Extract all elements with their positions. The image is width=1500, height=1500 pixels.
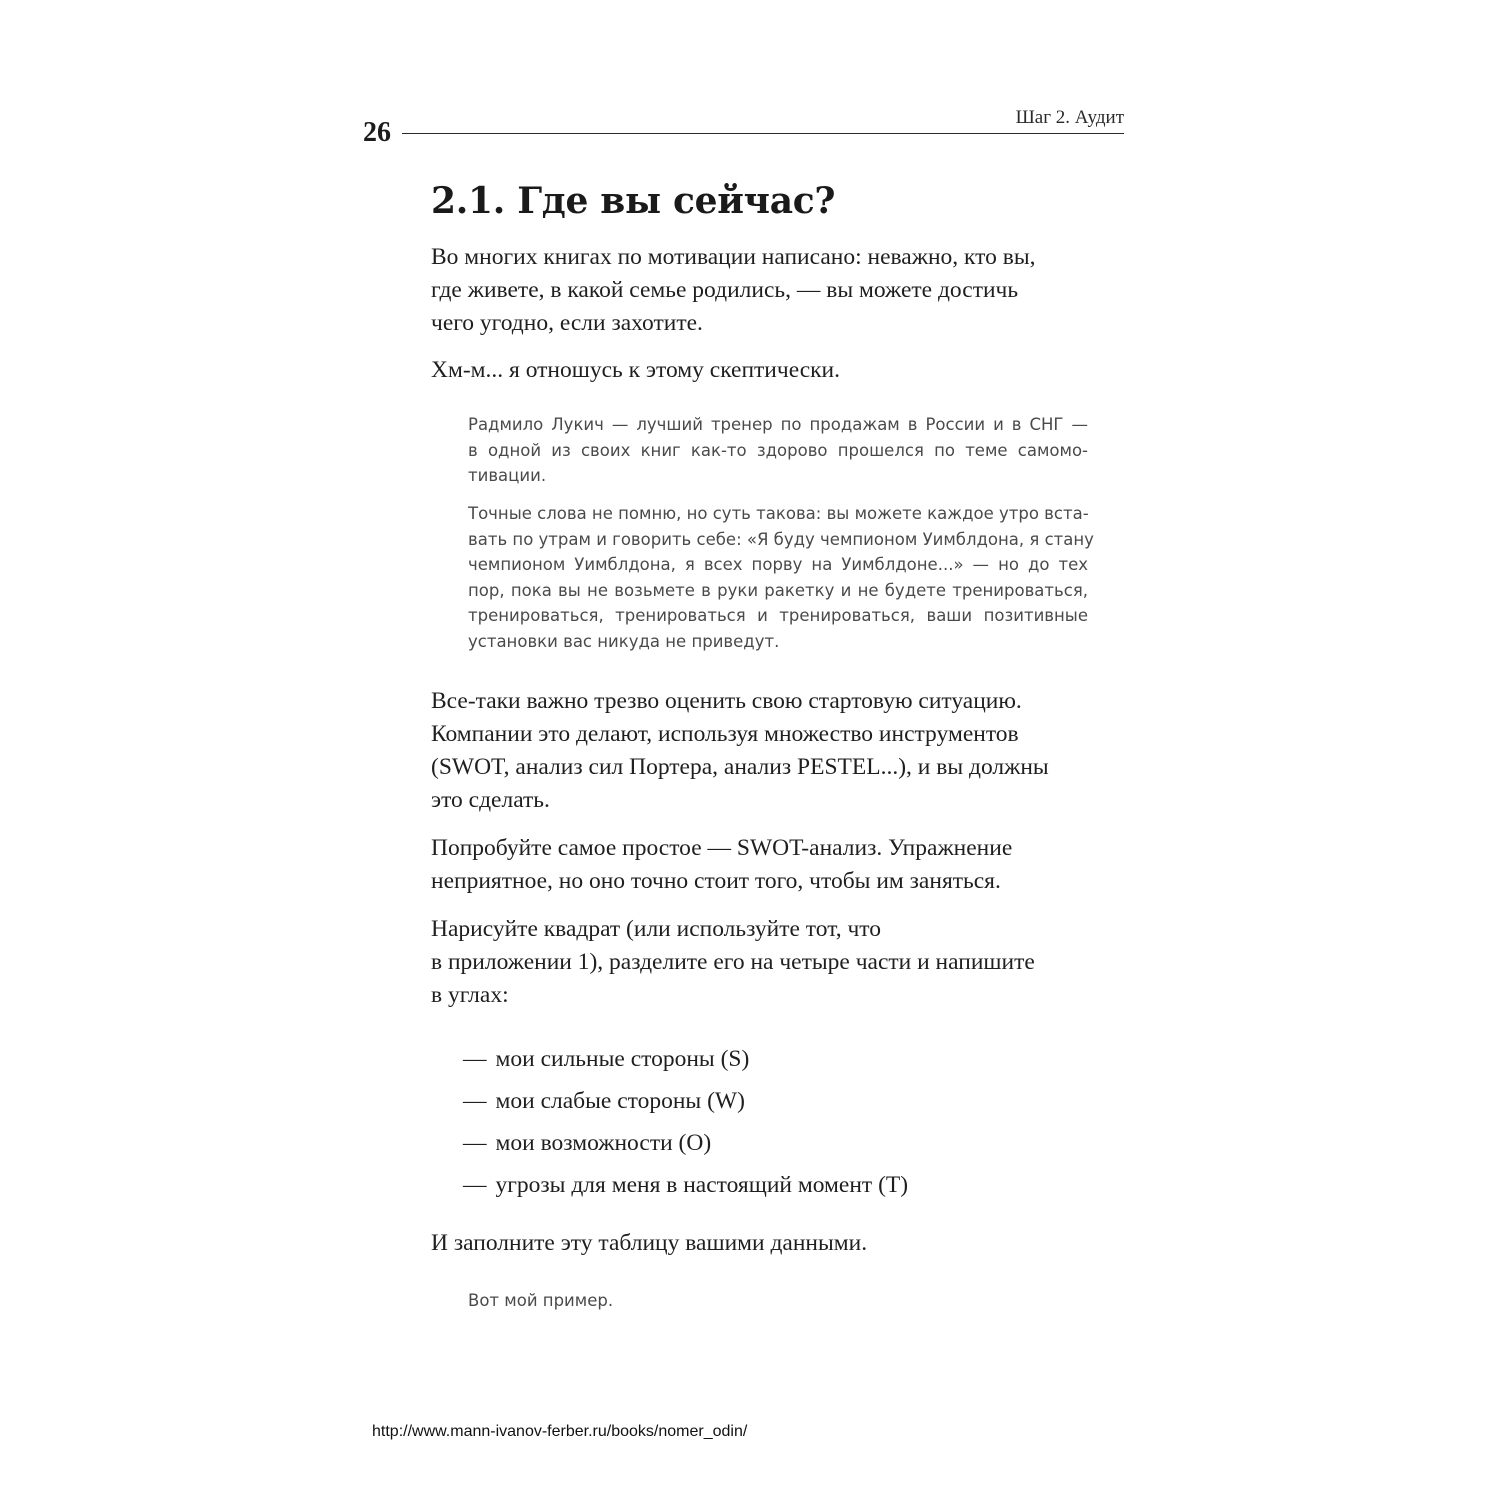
paragraph-skeptic [431,354,1131,387]
quote-paragraph-2 [468,501,1094,654]
list-item-text: угрозы для меня в настоящий момент (T) [495,1172,909,1198]
paragraph-square [431,913,1131,1012]
text-line: Попробуйте самое простое — SWOT-анализ. Упражнение [431,835,1013,861]
paragraph-fill-table [431,1227,1131,1260]
quote-line: Радмило Лукич — лучший тренер по продажам в России и в СНГ — [468,415,1088,434]
dash-bullet: — [463,1172,487,1198]
list-item-text: мои сильные стороны (S) [495,1046,750,1072]
quote-paragraph-1 [468,412,1088,489]
list-item [463,1038,908,1080]
running-head: Шаг 2. Аудит [1015,107,1124,128]
quote-line: тивации. [468,466,547,485]
text-line: это сделать. [431,787,550,813]
text-line: где живете, в какой семье родились, — вы можете достичь [431,277,1019,303]
page-number: 26 [363,117,391,148]
text-line: Во многих книгах по мотивации написано: неважно, кто вы, [431,244,1036,270]
quote-line: тренироваться, тренироваться и тренироваться, ваши позитивные [468,606,1088,625]
text-line: Все-таки важно трезво оценить свою стартовую ситуацию. [431,688,1022,714]
text-line: Нарисуйте квадрат (или используйте тот, что [431,916,881,942]
quote-line: чемпионом Уимблдона, я всех порву на Уимблдоне...» — но до тех [468,555,1088,574]
text-line: Хм-м... я отношусь к этому скептически. [431,357,841,383]
quote-line: пор, пока вы не возьмете в руки ракетку и не будете тренироваться, [468,580,1088,600]
paragraph-swot [431,832,1131,898]
quote-line: вать по утрам и говорить себе: «Я буду чемпионом Уимблдона, я стану [468,529,1094,549]
list-item [463,1080,908,1122]
header-rule [402,133,1124,134]
text-line: чего угодно, если захотите. [431,310,703,336]
quote-line: в одной из своих книг как-то здорово прошелся по теме самомо- [468,440,1088,460]
swot-list [463,1038,908,1206]
note-line: Вот мой пример. [468,1291,614,1310]
text-line: Компании это делают, используя множество инструментов [431,721,1019,747]
paragraph-intro [431,241,1131,340]
dash-bullet: — [463,1088,487,1114]
text-line: (SWOT, анализ сил Портера, анализ PESTEL...), и вы должны [431,754,1049,780]
dash-bullet: — [463,1130,487,1156]
list-item-text: мои возможности (O) [495,1130,712,1156]
example-note [468,1288,1088,1314]
section-title: 2.1. Где вы сейчас? [431,180,836,222]
text-line: в приложении 1), разделите его на четыре части и напишите [431,949,1035,975]
list-item [463,1164,908,1206]
quote-line: Точные слова не помню, но суть такова: вы можете каждое утро вста- [468,504,1089,523]
text-line: И заполните эту таблицу вашими данными. [431,1230,868,1256]
list-item [463,1122,908,1164]
footer-url: http://www.mann-ivanov-ferber.ru/books/nomer_odin/ [372,1423,748,1440]
paragraph-assessment [431,685,1131,817]
list-item-text: мои слабые стороны (W) [495,1088,745,1114]
quote-line: установки вас никуда не приведут. [468,631,780,651]
text-line: в углах: [431,982,509,1008]
dash-bullet: — [463,1046,487,1072]
text-line: неприятное, но оно точно стоит того, чтобы им заняться. [431,868,1001,894]
